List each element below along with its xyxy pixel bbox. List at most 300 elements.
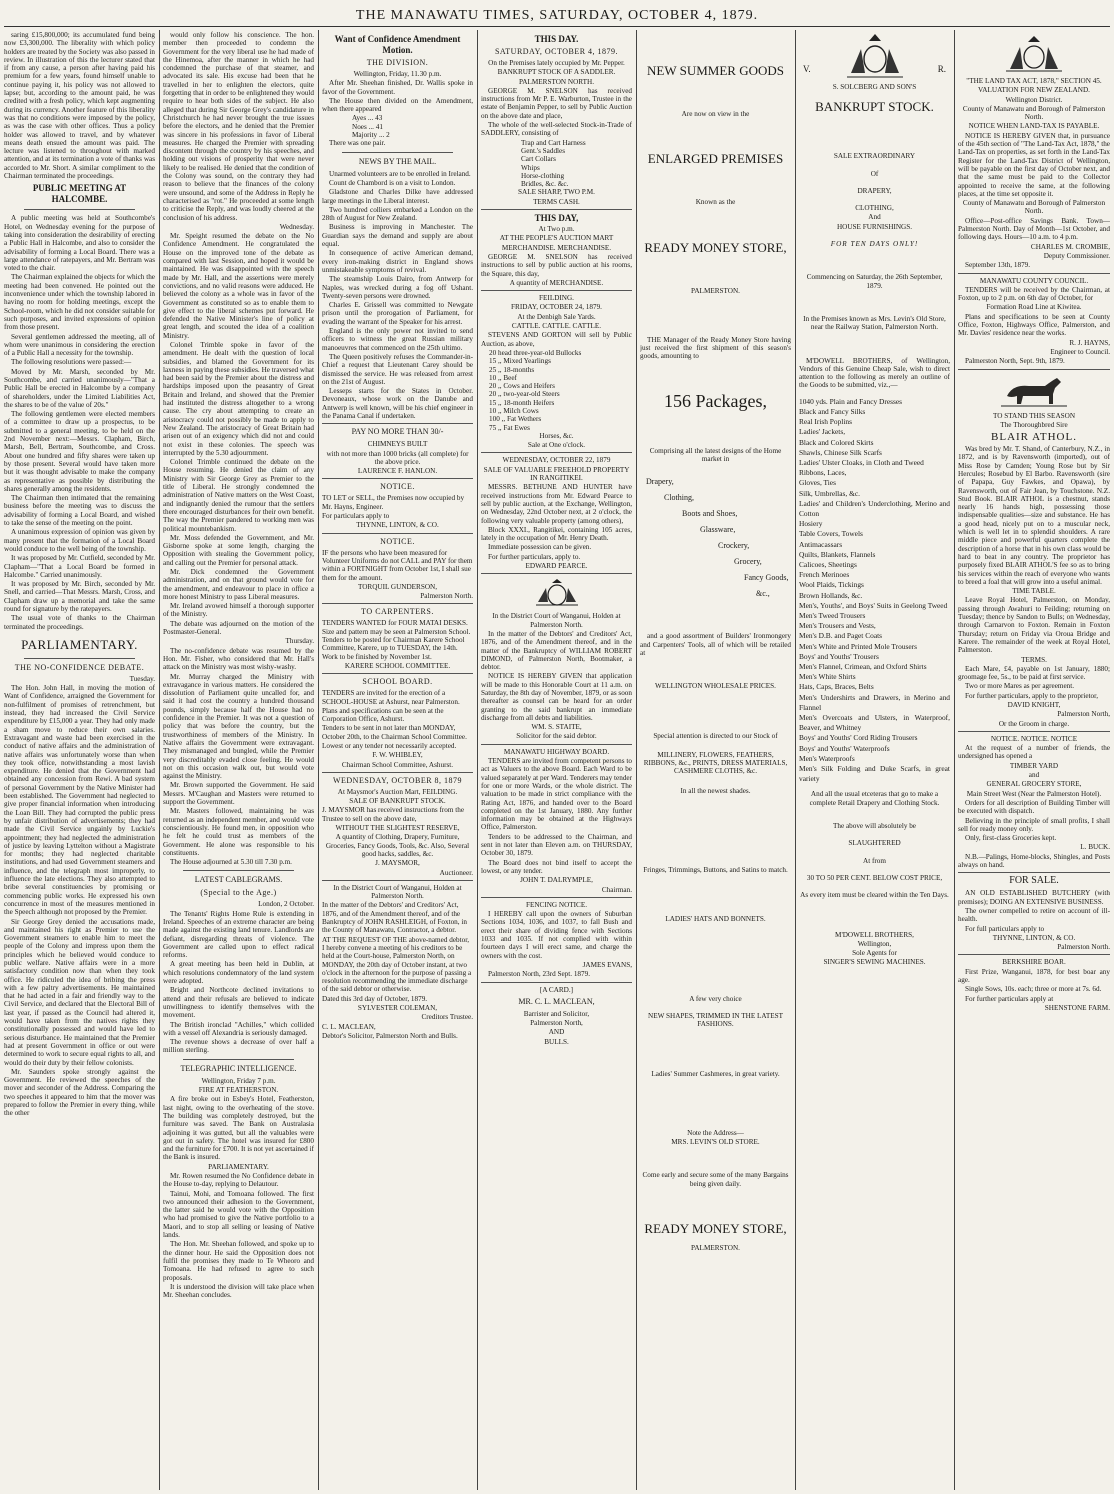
ad-text: Only, first-class Groceries kept. <box>965 834 1057 843</box>
paragraph: After Mr. Sheehan finished, Dr. Wallis spoke in favor of the Government. <box>322 79 473 96</box>
ad-text: PALMERSTON. <box>691 1244 740 1253</box>
divider <box>958 731 1110 732</box>
ad-text: In the matter of the Debtors' and Creditors' Act, 1876, and of the Amendment thereof, and in the matter of the Bankruptcy of WILLIAM ROBERT DIMOND, of Palmerston North, Bootmaker, a debtor. <box>481 629 632 672</box>
divider <box>958 954 1110 955</box>
paragraph: Bright and Northcote declined invitations to attend and their refusals are believed to indicate unwillingness to identify themselves with the movement. <box>163 986 314 1020</box>
ad-text: TENDERS are invited for the erection of a SCHOOL-HOUSE at Ashurst, near Palmerston. <box>322 689 460 706</box>
ad-subheading: At Two p.m. <box>538 225 575 234</box>
list-item: Cart Collars <box>521 155 556 164</box>
list-item: Wool Plaids, Tickings <box>799 580 864 590</box>
ad-text: GEORGE M. SNELSON has received instructions to sell by public auction at his rooms, the Square, this day, <box>481 252 632 278</box>
list-item: 10 ,, Beef <box>489 373 517 382</box>
list-item: 100 ,, Fat Wethers <box>489 415 542 424</box>
paragraph: A public meeting was held at Southcombe's Hotel, on Wednesday evening for the purpose of taking into consideration the desirability of erecting a Public Hall in Halcombe, and also to consider the advisability of forming a Local Board. There was a large attendance of ratepayers, and Mr. Bertram was voted to the chair. <box>4 214 155 273</box>
paragraph: Unarmed volunteers are to be enrolled in Ireland. <box>329 169 471 178</box>
dateline: Wednesday. <box>279 222 314 231</box>
ad-subheading: NOTICE. NOTICE. NOTICE <box>990 734 1078 743</box>
list-item: Boys' and Youths' Waterproofs <box>799 743 890 753</box>
ad-heading: In the District Court of Wanganui, Holden at Palmerston North. <box>492 612 621 629</box>
divider <box>24 209 135 210</box>
list-item: 25 ,, 18-months <box>489 365 535 374</box>
ad-subheading: PALMERSTON NORTH. <box>518 77 595 86</box>
ad-name: CHARLES M. CROMBIE, <box>1030 242 1110 251</box>
ad-text: Plans and specifications can be seen at the Corporation Office, Ashurst. <box>322 706 444 724</box>
ad-subheading: NEW SHAPES, TRIMMED IN THE LATEST FASHIONS. <box>648 1011 783 1029</box>
ad-subheading: TERMS CASH. <box>533 197 580 206</box>
ad-text: Single Sows, 10s. each; three or more at 7s. 6d. <box>965 985 1102 994</box>
division-row: Majority ... 2 <box>352 131 390 140</box>
list-item: Men's, Youths', and Boys' Suits in Geelong Tweed <box>799 600 948 610</box>
divider <box>481 897 632 898</box>
ad-text: The whole of the well-selected Stock-in-Trade of SADDLERY, consisting of <box>481 121 632 138</box>
ad-text: Wellington, <box>857 939 892 948</box>
paragraph: Lesseps starts for the States in October. Devoneaux, whose work on the Danube and Antwerp is well known, will be his chief engineer in the Panama Canal if undertaken. <box>322 387 473 420</box>
paragraph: The House adjourned at 5.30 till 7.30 p.m. <box>170 858 292 867</box>
subheading: PARLIAMENTARY. <box>208 1162 269 1171</box>
divider <box>481 573 632 574</box>
ad-subheading: FENCING NOTICE. <box>525 900 588 909</box>
ad-name: F. W. WHIBLEY, <box>372 751 423 760</box>
ad-banner: BLAIR ATHOL. <box>991 431 1077 444</box>
column-5 <box>640 31 791 1489</box>
ad-subheading: TERMS. <box>1021 655 1047 664</box>
list-item: Quilts, Blankets, Flannels <box>799 549 876 559</box>
ad-text: I HEREBY call upon the owners of Suburban Sections 1034, 1036, and 1037, to fall Bush and erect their share of dividing fence with Sections 1033 and 1035. If not complied with within fourteen days I will erect same, and charge the owners with the cost. <box>481 910 632 960</box>
ad-text: IF the persons who have been measured for Volunteer Uniforms do not CALL and PAY for them within a FORTNIGHT from October 1st, I shall sue them for the amount. <box>322 548 473 582</box>
ad-heading: THIS DAY, <box>534 213 579 224</box>
ad-banner: READY MONEY STORE, <box>644 239 787 255</box>
paragraph: Mr. Dick condemned the Government administration, and on that ground would vote for the amendment, and endeavour to place in office a more honest Ministry to pass Liberal measures. <box>163 568 314 601</box>
list-item: 15 ,, Mixed Yearlings <box>489 357 551 366</box>
ad-subheading: TIMBER YARD <box>1009 761 1059 770</box>
dateline: Tuesday. <box>129 674 155 683</box>
ad-text: THE Manager of the Ready Money Store having just received the first shipment of this season's goods, amounting to <box>640 335 791 361</box>
ad-heading: NOTICE. <box>380 536 415 546</box>
ad-text: AN OLD ESTABLISHED BUTCHERY (with premises); DOING AN EXTENSIVE BUSINESS. <box>958 889 1110 906</box>
paragraph: Tainui, Mohi, and Tomoana followed. The first two announced their adhesion to the Government, the latter said he would vote with the Opposition who had promised to give the Native portfolio to a Maori, and to stop all selling or leasing of Native lands. <box>163 1189 314 1240</box>
ad-subheading: SINGER'S SEWING MACHINES. <box>823 958 926 967</box>
list-item: Horse-clothing <box>521 171 565 180</box>
ad-subheading: LADIES' HATS AND BONNETS. <box>665 915 766 924</box>
divider <box>481 982 632 983</box>
ad-text: J. MAYSMOR has received instructions from the Trustee to sell on the above date, <box>322 806 465 823</box>
division-label: Noes <box>352 122 367 131</box>
division-count: 43 <box>375 114 383 123</box>
ad-banner: 156 Packages, <box>664 390 767 411</box>
divider <box>322 533 473 534</box>
paragraph: Mr. Moss defended the Government, and Mr. Gisborne spoke at some length, charging the Opposition with stealing the Government policy, and calling out the Premier for personal attack. <box>163 533 314 567</box>
list-item: Trap and Cart Harness <box>521 138 586 147</box>
divider <box>958 872 1110 873</box>
ad-subheading: MANAWATU HIGHWAY BOARD. <box>503 747 610 756</box>
ad-text: Block XXXI., Rangitikei, containing 105 acres, lately in the occupation of Mr. Henry Death. <box>481 525 632 543</box>
ad-heading: NOTICE. <box>380 482 415 492</box>
royal-crest-icon <box>532 578 582 608</box>
ad-text: NOTICE IS HEREBY GIVEN that application will be made to this Honorable Court at 11 a.m. on Saturday, the 8th day of November, 1879, or as soon thereafter as counsel can be heard for an order granting to the said bankrupt an immediate discharge from all debts and liabilities. <box>481 672 632 722</box>
paragraph: Mr. Saunders spoke strongly against the Government. He reviewed the speeches of the mover and seconder of the Address. Comparing the two speeches it appeared to him that the mover was prepared to follow the Premier in every thing, while the other <box>4 1067 155 1118</box>
divider <box>322 772 473 773</box>
ad-subheading: SALE EXTRAORDINARY <box>833 152 916 161</box>
divider <box>322 603 473 604</box>
ad-text: S. SOLCBERG AND SON'S <box>832 83 917 91</box>
ad-text: Comprising all the latest designs of the Home market in <box>649 446 782 464</box>
divider <box>481 452 632 453</box>
ad-banner: READY MONEY STORE, <box>644 1221 787 1237</box>
ad-name: Chairman. <box>601 885 632 894</box>
ad-heading: SCHOOL BOARD. <box>362 677 433 687</box>
division-label: Majority <box>352 131 378 140</box>
ad-subheading: HOUSE FURNISHINGS. <box>836 222 913 231</box>
ad-text: Two or more Mares as per agreement. <box>965 682 1075 691</box>
list-item: Boys' and Youths' Trousers <box>799 651 879 661</box>
list-item: Boots and Shoes, <box>682 509 738 519</box>
list-item: Silk, Umbrellas, &c. <box>799 488 860 498</box>
paragraph: Mr. Ireland avowed himself a thorough supporter of the Ministry. <box>163 602 314 619</box>
ad-subheading: SATURDAY, OCTOBER 4, 1879. <box>494 47 619 56</box>
ad-text: AT THE REQUEST OF THE above-named debtor, I hereby convene a meeting of his creditors to be held at the Court-house, Palmerston North, on MONDAY, the 20th day of October instant, at two o'clock in the afternoon for the purpose of passing a resolution recommending the immediate discharge of the said debtor or otherwise. <box>322 935 472 994</box>
ad-text: Tenders to be sent in not later than MONDAY, October 20th, to the Chairman School Committee. <box>322 724 467 741</box>
ad-text: TO LET or SELL, the Premises now occupied by Mr. Hayns, Engineer. <box>322 494 465 511</box>
ad-text: For further particulars, apply to the proprietor, <box>965 691 1099 700</box>
paragraph: Sir George Grey denied the accusations made, and maintained his right as Premier to use the Government steamers to enable him to meet the people of the Colony and impress upon them the principles which he believed would conduce to public welfare. Native affairs were in a more satisfactory condition now than when they took office. He ridiculed the idea of bribing the press with a few paltry advertisements. He maintained that he had acted in a fair and friendly way to the Civil Service, and declared that the Electoral Bill of last year, if passed as the Council had altered it, would have taken from the natives rights they constitutionally possessed and would have led to serious disturbance. He maintained that the Premier had at present Government in office or out were determined to work to secure equal rights to all, and would do their duty by their fellow colonists. <box>4 917 155 1067</box>
list-item: 1040 yds. Plain and Fancy Dresses <box>799 396 903 406</box>
section-heading: LATEST CABLEGRAMS. <box>194 875 283 885</box>
ad-text: Tenders to be addressed to the Chairman, and sent in not later than Eleven a.m. on THURSDAY, October 30, 1879. <box>481 832 632 858</box>
ad-text: Formation Road Line at Kiwitea. <box>986 303 1082 312</box>
ad-text: M'DOWELL BROTHERS, of Wellington, Vendors of this Genuine Cheap Sale, wish to direct attention to the following as merely an outline of the Goods to be submitted, viz.,— <box>799 356 950 390</box>
ad-text: A few very choice <box>689 994 742 1003</box>
list-item: Drapery, <box>646 477 674 487</box>
ad-text: Commencing on Saturday, the 26th September, 1879. <box>806 273 943 290</box>
paragraph: saring £15,800,000; its accumulated fund being now £3,300,000. The liberality with which policy holders are treated by the Society was also passed in review. In illustration of this the lecturer stated that if from any cause, a person after having paid his premium for a few years, found himself unable to continue paying it, his policy was not allowed to lapse; but, according to the amount paid, he was credited with a fresh policy, which kept augmenting during its currency. Another feature of this liberality was that no conditions were imposed by the policy, as was the case with other offices. Thus a policy holder was allowed to travel, and by whatever means death ensued the amount was paid. The lecture was listened to throughout with marked attention, and at its termination a vote of thanks was accorded to Mr. Short. A similar compliment to the Chairman terminated the proceedings. <box>4 31 155 181</box>
ad-subheading: SALE OF VALUABLE FREEHOLD PROPERTY IN RANGITIKEI. <box>483 465 630 483</box>
paragraph: The no-confidence debate was resumed by the Hon. Mr. Fisher, who considered that Mr. Hall's attack on the Ministry was most wishy-washy. <box>163 646 314 672</box>
list-item: 20 ,, Cows and Heifers <box>489 382 555 391</box>
paragraph: It was proposed by Mr. Cutfield, seconded by Mr. Clapham—"That a Local Board be formed in Halcombe." Carried unanimously. <box>4 554 155 579</box>
paragraph: Mr. Rowen resumed the No Confidence debate in the House to-day, replying to Delautour. <box>163 1172 314 1189</box>
divider <box>958 369 1110 370</box>
paragraph: Mr. Speight resumed the debate on the No Confidence Amendment. He congratulated the House on the improved tone of the debate as compared with last Session, and hoped it would be maintained. He was disappointed with the speech made by Mr. Hall, and the assertions were merely convictions, and no valid reasons were adduced. He believed the colony as a whole was in favor of the Government as constituted so as to enable them to give effect to the liberal schemes put forward. He defended the Native Minister's line of policy at great length, and scouted the idea of a coalition Ministry. <box>163 232 314 340</box>
ad-text: Office—Post-office Savings Bank. Town—Palmerston North. Day of Month—1st October, and following days. Hours—10 a.m. to 4 p.m. <box>958 216 1110 242</box>
paragraph: Colonel Trimble spoke in favor of the amendment. He dealt with the question of local subsidies, and blamed the Government for its laxness in paying these subsidies. He traversed what had been said by the Premier about the distress and hardships imposed upon the peasantry of Great Britain and Ireland, and showed that the Premier had instituted the distress altogether to a wrong cause. The cry about attempting to create an aristocracy could not possibly be made to apply to New Zealand. The aristocracy of Great Britain had arisen out of an exigency which did not and could not exist in these colonies. The speech was interrupted by the 5.30 adjournment. <box>163 340 314 457</box>
divider <box>481 209 632 210</box>
ad-text: Barrister and Solicitor, <box>523 1009 590 1018</box>
paragraph: The House then divided on the Amendment, when there appeared <box>322 96 473 114</box>
ad-subheading: CATTLE. CATTLE. CATTLE. <box>511 322 602 331</box>
ad-text: The owner compelled to retire on account of ill-health. <box>958 906 1110 924</box>
ad-name: Debtor's Solicitor, Palmerston North and Bulls. <box>322 1031 458 1040</box>
ad-text: Each Mare, £4, payable on 1st January, 1880; groomage fee, 5s., to be paid at first service. <box>958 664 1110 682</box>
list-item: Ladies' Ulster Cloaks, in Cloth and Tweed <box>799 457 924 467</box>
ad-name: J. MAYSMOR, <box>375 859 420 868</box>
list-item: Hosiery <box>799 519 823 529</box>
list-item: Ribbons, Laces, <box>799 468 847 478</box>
list-item: Bridles, &c. &c. <box>521 180 569 189</box>
ad-subheading: FOR TEN DAYS ONLY! <box>830 240 919 249</box>
royal-arms <box>799 31 950 83</box>
ad-name: JOHN T. DALRYMPLE, <box>520 876 593 885</box>
ad-subheading: SALE OF BANKRUPT STOCK. <box>349 797 446 806</box>
ad-text: And all the usual etceteras that go to make a complete Retail Drapery and Clothing Stock. <box>809 790 940 807</box>
list-item: Brown Hollands, &c. <box>799 590 863 600</box>
paragraph: Mr. Masters followed, maintaining he was returned as an independent member, and would vote conscientiously. He found men, in opposition who he felt he could trust as members of the Government. He alone was responsible to his constituents. <box>163 807 314 857</box>
list-item: 20 head three-year-old Bullocks <box>489 348 582 357</box>
paragraph: It was proposed by Mr. Birch, seconded by Mr. Snell, and carried—That Messrs. Marsh, Cross, and Clapham draw up a memorial and take the same round for signature by the ratepayers. <box>4 580 155 613</box>
paragraph: There was one pair. <box>329 139 386 148</box>
ad-subheading: AT THE PEOPLE'S AUCTION MART <box>499 234 614 243</box>
list-item: 20 ,, two-year-old Steers <box>489 390 560 399</box>
list-item: Men's Trousers and Vests, <box>799 621 876 631</box>
column-rule <box>954 30 955 1490</box>
column-2 <box>163 31 314 1489</box>
paragraph: would only follow his conscience. The hon. member then proceeded to condemn the Government for the very liberal use he had made of the Hinemoa, after the manner in which he had condemned the purchase of that steamer, and advocated its sale. His excuse had been that he travelled in her to enlighten the electors, quite forgetting that in order to be enlightened they would require to hear both sides of the subject. He also alleged that during Sir George Grey's candidature in Christchurch he had never brought the true issues before the electors, and he denied that the Premier was sincere in his professions in favor of Liberal measures. He charged the Premier with spreading discontent through the country by his speeches, and holding out visions of prosperity that were never likely to be realised. He denied that the condition of the Colony was sound, on the contrary they had reason to believe that the finances of the colony were unsound, and some of the Address in Reply he characterised as "rot." He proceeded at some length to criticise the Reply, and was loudly cheered at the conclusion of his address. <box>163 31 314 222</box>
ad-text: County of Manawatu and Borough of Palmerston North. <box>962 104 1106 122</box>
divider <box>481 290 632 291</box>
ad-text: Plans and specifications to be seen at County Office, Foxton, Highways Office, Palmerston, and Mr. Davies' residence near the works. <box>958 312 1110 338</box>
ad-banner: NEW SUMMER GOODS <box>647 63 784 78</box>
ad-subheading: TO STAND THIS SEASON <box>992 411 1076 420</box>
list-item: Ladies' Jackets, <box>799 427 846 437</box>
ad-text: and <box>1028 771 1040 780</box>
list-item: 75 ,, Fat Ewes <box>489 423 530 432</box>
list-item: Hats, Caps, Braces, Belts <box>799 682 874 692</box>
horse-icon <box>999 374 1069 408</box>
ad-text: Orders for all description of Building Timber will be executed with dispatch. <box>958 798 1110 816</box>
ad-banner: BANKRUPT STOCK. <box>815 99 934 115</box>
ad-heading: "THE LAND TAX ACT, 1878," SECTION 45. <box>966 77 1102 85</box>
ad-text: In the Premises known as Mrs. Levin's Old Store, near the Railway Station, Palmerston North. <box>803 314 946 332</box>
ad-text: Come early and secure some of the many Bargains being given daily. <box>642 1171 789 1188</box>
list-item: Grocery, <box>734 557 762 567</box>
list-item: Whips <box>521 163 540 172</box>
paragraph: Gladstone and Charles Dilke have addressed large meetings in the Liberal interest. <box>322 188 473 205</box>
ad-subheading: WELLINGTON WHOLESALE PRICES. <box>655 682 776 691</box>
list-item: Men's Overcoats and Ulsters, in Waterproof, Beaver, and Whitney <box>799 713 950 733</box>
advertisement <box>322 427 473 475</box>
ad-name: Chairman School Committee, Ashurst. <box>341 760 454 769</box>
list-item: French Merinoes <box>799 570 850 580</box>
goods-list <box>640 474 791 602</box>
list-item: Calicoes, Sheetings <box>799 560 857 569</box>
list-item: Ladies' and Children's Underclothing, Merino and Cotton <box>799 498 950 518</box>
subheading: (Special to the Age.) <box>200 888 277 898</box>
divider <box>481 744 632 745</box>
ad-text: Sale at One o'clock. <box>527 441 586 450</box>
ad-heading: In the District Court of Wanganui, Holden at Palmerston North. <box>333 883 462 901</box>
advertisement <box>322 607 473 670</box>
dateline: Wellington, Friday, 11.30 p.m. <box>353 70 442 78</box>
paragraph: The Hon. Mr. Sheehan followed, and spoke up to the dinner hour. He said the Opposition does not fulfil the promises they made to Te Wheoro and Tomoana. He had refused to agree to such proposals. <box>163 1240 314 1282</box>
list-item: Men's Flannel, Crimean, and Oxford Shirts <box>799 662 927 672</box>
ad-text: For full particulars apply to <box>965 924 1045 933</box>
ad-name: Deputy Commissioner. <box>1043 251 1110 260</box>
ad-text: TENDERS will be received by the Chairman, at Foxton, up to 2 p.m. on 6th day of October, for <box>958 285 1110 303</box>
ad-subheading: BANKRUPT STOCK OF A SADDLER. <box>497 68 616 77</box>
division-table <box>352 114 473 139</box>
paragraph: Business is improving in Manchester. The Guardian says the demand and supply are about equal. <box>322 223 473 249</box>
ad-text: NOTICE IS HEREBY GIVEN that, in pursuance of the 45th section of "The Land-Tax Act, 1878," the Land-Tax on properties, as set forth in the Land-Tax Register for the Land-Tax District of Wellington, will be payable on the first day of October next, and that the same must be paid to the Collector appointed to receive the same, at the following places, at the time set opposite it. <box>958 131 1110 198</box>
column-rule <box>159 30 160 1490</box>
dateline: Thursday. <box>285 637 314 646</box>
subheading: THE DIVISION. <box>366 58 429 67</box>
ad-text: Note the Address— <box>687 1128 744 1137</box>
ad-text: In all the newest shades. <box>680 786 751 795</box>
division-row: Noes ... 41 <box>352 122 383 131</box>
paragraph: A fire broke out in Esbey's Hotel, Featherston, last night, owing to the overheating of the stove. The building was completely destroyed, but the furniture was saved. The Bank on Australasia adjoining it was gutted, but all the valuables were got out in safety. The hotel was insured for £800 and the furniture for £700. It is not yet ascertained if the Bank is insured. <box>163 1095 314 1162</box>
ad-subheading: [A CARD.] <box>539 985 574 994</box>
list-item: Men's Tweed Trousers <box>799 611 866 621</box>
ad-subheading: CLOTHING, <box>855 204 894 213</box>
ad-text: Was bred by Mr. T. Shand, of Canterbury, N.Z., in 1872, and is by Ravensworth (imported), out of Miss Rose by Camden; Young Rose but by Sir Hercules; Rosebud by El Barbo. Ravensworth (sire of Papapa, Guy Fawkes, and Opawa), by Ravensworth, out of Fair Jean, by Touchstone. N.Z. Stud Book. BLAIR ATHOL is a chestnut, stands nearly 16 hands high, possessing those indispensable qualities—size and substance. He has a good head, nicely put on to a muscular neck, which is well let in to splendid shoulders. A rare middle piece and powerful quarters complete the description of a horse that in his own class would be hard to beat in any country. The proprietor has purposely fixed BLAIR ATHOL'S fee so as to bring his services within the reach of everyone who wants to breed a foal that will grow into a useful animal. <box>958 445 1110 586</box>
ad-text: AND <box>548 1028 565 1037</box>
advertisement <box>322 776 473 877</box>
paragraph: The following resolutions were passed:— <box>11 358 132 367</box>
divider <box>342 152 453 153</box>
ad-text: with not more than 1000 bricks (all complete) for the above price. <box>326 449 469 466</box>
division-count: 2 <box>386 131 390 140</box>
list-item: Black and Colored Skirts <box>799 437 874 447</box>
ad-name: DAVID KNIGHT, <box>1007 701 1061 709</box>
ad-text: Of <box>870 169 879 178</box>
ad-subheading: CHIMNEYS BUILT <box>367 440 428 449</box>
column-rule <box>636 30 637 1490</box>
ad-subheading: MILLINERY, FLOWERS, FEATHERS, RIBBONS, &c., PRINTS, DRESS MATERIALS, CASHMERE CLOTHS, &c. <box>643 750 788 776</box>
ad-text: County of Manawatu and Borough of Palmerston North. <box>962 199 1106 216</box>
ad-text: Believing in the principle of small profits, I shall sell for ready money only. <box>958 816 1110 833</box>
ad-subheading: MANAWATU COUNTY COUNCIL. <box>979 276 1089 285</box>
masthead-rule <box>4 26 1110 27</box>
list-item: Men's Waterproofs <box>799 753 855 763</box>
list-item: Men's Silk Folding and Duke Scarfs, in great variety <box>799 764 950 784</box>
ad-text: Wellington District. <box>1005 95 1063 104</box>
division-row: Ayes ... 43 <box>352 114 383 123</box>
column-rule <box>477 30 478 1490</box>
ad-banner: ENLARGED PREMISES <box>647 151 784 167</box>
ad-text: PALMERSTON. <box>691 286 740 295</box>
list-item: Men's Undershirts and Drawers, in Merino and Flannel <box>799 692 950 712</box>
royal-crest-icon <box>1004 35 1064 73</box>
ad-name: Solicitor for the said debtor. <box>516 732 597 741</box>
ad-text: For further particulars, apply to. <box>488 552 581 561</box>
paragraph: In consequence of active American demand, every iron-making district in England shows unmistakeable symptoms of revival. <box>322 249 473 274</box>
ad-heading: THIS DAY. <box>534 34 579 44</box>
article-heading: PUBLIC MEETING AT HALCOMBE. <box>32 183 127 205</box>
paragraph: Two hundred colliers embarked a London on the 28th of August for New Zealand. <box>322 205 473 223</box>
ad-name: THYNNE, LINTON, & CO. <box>356 521 439 530</box>
ad-text: September 13th, 1879. <box>965 261 1031 270</box>
ad-text: A quantity of Clothing, Drapery, Furniture, Groceries, Fancy Goods, Tools, &c. Also, Several good hacks, saddles, &c. <box>325 833 470 858</box>
divider <box>322 880 473 881</box>
column-rule <box>795 30 796 1490</box>
ad-subheading: SLAUGHTERED <box>848 839 901 848</box>
ad-text: and a good assortment of Builders' Ironmongery and Carpenters' Tools, all of which will be retailed at <box>640 632 791 657</box>
ad-subheading: TIME TABLE. <box>1012 587 1056 596</box>
ad-subheading: GENERAL GROCERY STORE, <box>986 780 1082 789</box>
list-item: &c., <box>756 589 770 599</box>
ad-subheading: SALE SHARP, TWO P.M. <box>518 188 595 197</box>
ad-text: A quantity of MERCHANDISE. <box>509 278 604 287</box>
paragraph: Count de Chambord is on a visit to London. <box>329 178 456 187</box>
ad-name: WM. S. STAITE, <box>531 723 582 732</box>
ad-subheading: BERKSHIRE BOAR. <box>1002 958 1066 967</box>
ad-name: Palmerston North, 23rd Sept. 1879. <box>488 970 591 979</box>
ad-heading: PAY NO MORE THAN 30/- <box>351 427 444 437</box>
divider <box>183 870 294 871</box>
ad-heading: FOR SALE. <box>1009 875 1059 887</box>
ad-name: R. J. HAYNS, <box>1069 338 1110 347</box>
paragraph: The Chairman then intimated that the remaining business before the meeting was to discuss the advisability of forming a Local Board, and wished to take the sense of the meeting on the point. <box>4 494 155 528</box>
section-heading: TELEGRAPHIC INTELLIGENCE. <box>180 1063 297 1073</box>
masthead: THE MANAWATU TIMES, SATURDAY, OCTOBER 4, 1879. <box>355 8 759 23</box>
divider <box>183 1059 294 1060</box>
paragraph: The revenue shows a decrease of over half a million sterling. <box>163 1038 314 1055</box>
ad-heading: TO CARPENTERS. <box>361 607 434 617</box>
ad-text: Horses, &c. <box>539 431 574 440</box>
ad-subheading: WITHOUT THE SLIGHTEST RESERVE, <box>335 824 460 833</box>
ad-heading: WEDNESDAY, OCTOBER 8, 1879 <box>332 775 463 785</box>
ad-name: Creditors Trustee. <box>421 1013 473 1022</box>
paragraph: Several gentlemen addressed the meeting, all of whom were unanimous in considering the erection of a Public Hall a necessity for the township. <box>4 332 155 358</box>
list-item: Crockery, <box>718 541 750 551</box>
column-7 <box>958 31 1110 1489</box>
ad-text: TENDERS are invited from competent persons to act as Valuers to the above Board. Each Ward to be valued separately at per Ward. Tenderers may tender for one or more Wards, or the whole district. The valuation to be made in strict compliance with the Rating Act, 1876, and handed over to the Board completed on the 1st January, 1880. Any further information may be obtained at the Highways Office, Palmerston. <box>481 757 632 832</box>
crest-initial: V. <box>803 64 811 74</box>
ad-text: As every item must be cleared within the Ten Days. <box>800 891 949 900</box>
ad-text: The above will absolutely be <box>832 822 917 831</box>
crest-initial: R. <box>937 64 946 74</box>
division-label: Ayes <box>352 114 367 123</box>
division-count: 41 <box>375 122 383 131</box>
ad-subheading: NOTICE WHEN LAND-TAX IS PAYABLE. <box>968 122 1100 131</box>
section-heading: NEWS BY THE MAIL. <box>358 156 437 166</box>
column-6 <box>799 31 950 1489</box>
paragraph: The following gentlemen were elected members of a committee to draw up a prospectus, to be submitted to a general meeting, to be held on the 2nd November next:—Messrs. Clapham, Birch, Marsh, Bell, Bertram, Southcombe, and Cross. About one hundred and fifty shares were taken up by those present. Several would have taken more but it was thought advisable to make the company as representative as possible by distributing the shares generally among the residents. <box>4 410 155 493</box>
ad-text: Ladies' Summer Cashmeres, in great variety. <box>651 1069 780 1078</box>
list-item: Glassware, <box>700 525 736 535</box>
divider <box>322 423 473 424</box>
ad-text: Are now on view in the <box>681 110 750 118</box>
ad-text: In the matter of the Debtors' and Creditors' Act, 1876, and of the Amendment thereof, and of the Bankruptcy of JOHN RASHLEIGH, of Foxton, in the County of Manawatu, Contractor, a debtor. <box>322 901 467 935</box>
list-item: Fancy Goods, <box>744 573 789 583</box>
ad-text: N.B.—Palings, Home-blocks, Shingles, and Posts always on hand. <box>958 852 1110 870</box>
dateline: Wellington, Friday 7 p.m. <box>201 1076 276 1085</box>
ad-text: Fringes, Trimmings, Buttons, and Satins to match. <box>643 866 788 875</box>
ad-text: On the Premises lately occupied by Mr. Pepper. <box>488 59 625 67</box>
list-item: Boys' and Youths' Cord Riding Trousers <box>799 733 918 743</box>
paragraph: A unanimous expression of opinion was given by many present that the formation of a Local Board would conduce to the well being of the township. <box>4 528 155 553</box>
ad-text: At from <box>863 856 886 865</box>
ad-text: BULLS. <box>544 1037 569 1046</box>
ad-name: TORQUIL GUNDERSON, <box>357 582 438 591</box>
ad-name: Auctioneer. <box>439 868 473 877</box>
paragraph: A great meeting has been held in Dublin, at which resolutions condemnatory of the land system were adopted. <box>163 960 314 986</box>
ad-name: THYNNE, LINTON, & CO. <box>992 933 1076 942</box>
ad-name: SHENSTONE FARM. <box>1044 1003 1110 1012</box>
list-item: Real Irish Poplins <box>799 417 852 427</box>
ad-text: At the Denbigh Sale Yards. <box>517 312 596 321</box>
list-item: Men's White Shirts <box>799 672 856 682</box>
ad-name: KARERE SCHOOL COMMITTEE. <box>344 661 451 670</box>
column-rule <box>318 30 319 1490</box>
ad-name: Palmerston North. <box>1057 943 1110 952</box>
item-list <box>521 139 632 189</box>
cattle-list <box>489 349 632 432</box>
ad-name: Palmerston North, <box>1057 710 1110 719</box>
ad-subheading: DRAPERY, <box>857 186 892 195</box>
divider <box>958 273 1110 274</box>
paragraph: Charles E. Grissell was committed to Newgate prison until the prorogation of Parliament, for evading the warrant of the Speaker for his arrest. <box>322 301 473 326</box>
ad-subheading: VALUATION FOR NEW ZEALAND. <box>978 86 1090 95</box>
